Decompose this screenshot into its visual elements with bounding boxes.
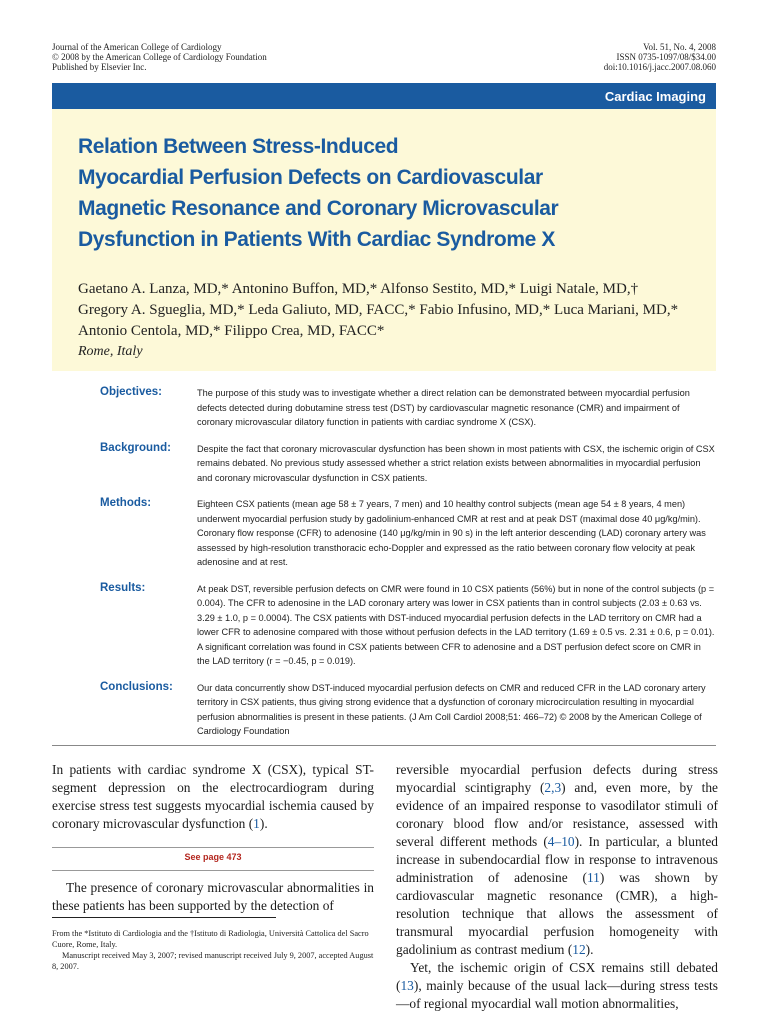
- text-run: ). In particular, a blunted increase in subendocardial flow in response to intravenous administration of adenosine (: [396, 834, 718, 885]
- author-line: Antonio Centola, MD,* Filippo Crea, MD, FACC*: [78, 323, 385, 339]
- journal-header-left: [52, 42, 267, 72]
- footnote-affiliation: From the *Istituto di Cardiologia and the †Istituto di Radiologia, Università Cattolica del Sacro Cuore, Rome, Italy.: [52, 929, 369, 949]
- journal-header-right: [604, 42, 716, 72]
- body-paragraph: The presence of coronary microvascular abnormalities in these patients has been supported by the detection of: [52, 880, 374, 913]
- abstract-methods: [100, 497, 716, 570]
- body-column-right: [396, 761, 718, 1013]
- journal-name: Journal of the American College of Cardiology: [52, 42, 222, 52]
- see-page-link[interactable]: See page 473: [184, 852, 242, 862]
- reference-link[interactable]: 12: [572, 942, 586, 957]
- reference-link[interactable]: 2,3: [544, 780, 562, 795]
- title-line: Relation Between Stress-Induced: [78, 135, 399, 158]
- author-line: Gregory A. Sgueglia, MD,* Leda Galiuto, MD, FACC,* Fabio Infusino, MD,* Luca Mariani, MD,*: [78, 302, 679, 318]
- article-title: [78, 131, 688, 255]
- body-paragraph: [396, 761, 718, 959]
- author-list: [78, 279, 698, 342]
- abstract-text: Eighteen CSX patients (mean age 58 ± 7 years, 7 men) and 10 healthy control subjects (mean age 54 ± 8 years, 4 men) underwent myocardial perfusion study by gadolinium-enhanced CMR at rest and at peak DST (maximal dose 40 μg/kg/min). Coronary flow response (CFR) to adenosine (140 μg/kg/min in 90 s) in the left anterior descending (LAD) coronary artery was assessed by high-resolution transthoracic echo-Doppler and expressed as the ratio between coronary flow velocity at peak adenosine and at rest.: [197, 499, 706, 567]
- text-run: ) and, even more, by the evidence of an impaired response to vasodilator stimuli of coronary blood flow and/or resistance, assessed with several different methods (: [396, 780, 718, 849]
- abstract-text: At peak DST, reversible perfusion defects on CMR were found in 10 CSX patients (56%) but in none of the control subjects (p = 0.004). The CFR to adenosine in the LAD coronary artery was lower in CSX patients than in control subjects (2.03 ± 0.63 vs. 3.29 ± 1.0, p = 0.0004). The CSX patients with DST-induced myocardial perfusion defects in the LAD territory on CMR had a lower CFR to adenosine compared with those without perfusion defects in the LAD territory (1.69 ± 0.5 vs. 2.31 ± 0.6, p = 0.01). A significant correlation was found in CSX patients between CFR to adenosine and a DST perfusion defect score on CMR in the LAD territory (r = −0.45, p = 0.019).: [197, 583, 715, 666]
- abstract-results: [100, 582, 716, 669]
- see-page-box: [52, 847, 374, 871]
- text-run: ), mainly because of the usual lack—during stress tests—of regional myocardial wall motion abnormalities,: [396, 978, 718, 1011]
- text-run: reversible myocardial perfusion defects during stress myocardial scintigraphy (: [396, 762, 718, 795]
- title-panel: [52, 109, 716, 371]
- abstract-divider: [52, 745, 716, 746]
- abstract-text: The purpose of this study was to investigate whether a direct relation can be demonstrated between myocardial perfusion defects detected during dobutamine stress test (DST) by cardiovascular magnetic resonance (CMR) and impairment of coronary microvascular dilatory function in patients with cardiac syndrome X (CSX).: [197, 388, 690, 427]
- text-run: ) was shown by cardiovascular magnetic resonance (CMR), a high-resolution technique that allows the assessment of transmural myocardial perfusion homogeneity with gadolinium as contrast medium (: [396, 870, 718, 957]
- abstract-text: Our data concurrently show DST-induced myocardial perfusion defects on CMR and reduced CFR in the LAD coronary artery territory in CSX patients, thus giving strong evidence that a dysfunction of coronary microcirculation resulting in myocardial perfusion abnormalities is present in these patients. (J Am Coll Cardiol 2008;51: 466–72) © 2008 by the American College of Cardiology Foundation: [197, 682, 706, 736]
- reference-link[interactable]: 1: [253, 816, 260, 831]
- abstract-label: Results:: [100, 581, 146, 594]
- reference-link[interactable]: 4–10: [547, 834, 575, 849]
- body-paragraph: [52, 761, 374, 833]
- title-line: Dysfunction in Patients With Cardiac Syndrome X: [78, 228, 555, 251]
- abstract-label: Objectives:: [100, 386, 162, 398]
- abstract-text: Despite the fact that coronary microvascular dysfunction has been shown in most patients with CSX, the ischemic origin of CSX remains debated. No previous study assessed whether a strict relation exists between abnormalities in myocardial perfusion and coronary microvascular dysfunction in CSX patients.: [197, 443, 715, 483]
- abstract-label: Methods:: [100, 497, 152, 509]
- publisher-line: Published by Elsevier Inc.: [52, 62, 147, 72]
- abstract-label: Background:: [100, 441, 171, 454]
- title-line: Magnetic Resonance and Coronary Microvascular: [78, 197, 559, 220]
- abstract-objectives: [100, 386, 716, 430]
- volume-line: Vol. 51, No. 4, 2008: [643, 42, 716, 52]
- abstract-conclusions: [100, 681, 716, 739]
- body-column-left: [52, 761, 374, 915]
- abstract-label: Conclusions:: [100, 680, 173, 693]
- affiliation: Rome, Italy: [78, 344, 143, 359]
- abstract-background: [100, 442, 716, 486]
- footnote-received: Manuscript received May 3, 2007; revised manuscript received July 9, 2007, accepted August 8, 2007.: [52, 951, 374, 971]
- issn-line: ISSN 0735-1097/08/$34.00: [616, 52, 716, 62]
- text-run: In patients with cardiac syndrome X (CSX), typical ST-segment depression on the electrocardiogram during exercise stress test suggests myocardial ischemia caused by coronary microvascular dysfunction (: [52, 762, 374, 831]
- title-line: Myocardial Perfusion Defects on Cardiovascular: [78, 166, 543, 189]
- reference-link[interactable]: 11: [586, 870, 600, 885]
- text-run: ).: [585, 942, 594, 957]
- section-band: [52, 83, 716, 109]
- doi-line: doi:10.1016/j.jacc.2007.08.060: [603, 62, 716, 72]
- author-line: Gaetano A. Lanza, MD,* Antonino Buffon, MD,* Alfonso Sestito, MD,* Luigi Natale, MD,†: [78, 281, 639, 297]
- text-run: ).: [259, 816, 268, 831]
- structured-abstract: [100, 386, 716, 751]
- body-paragraph: [396, 959, 718, 1013]
- section-label: Cardiac Imaging: [604, 89, 706, 104]
- footnote-divider: [52, 917, 276, 918]
- copyright-line: © 2008 by the American College of Cardiology Foundation: [52, 52, 267, 62]
- reference-link[interactable]: 13: [400, 978, 414, 993]
- footnote: [52, 928, 374, 972]
- text-run: Yet, the ischemic origin of CSX remains still debated (: [396, 960, 718, 993]
